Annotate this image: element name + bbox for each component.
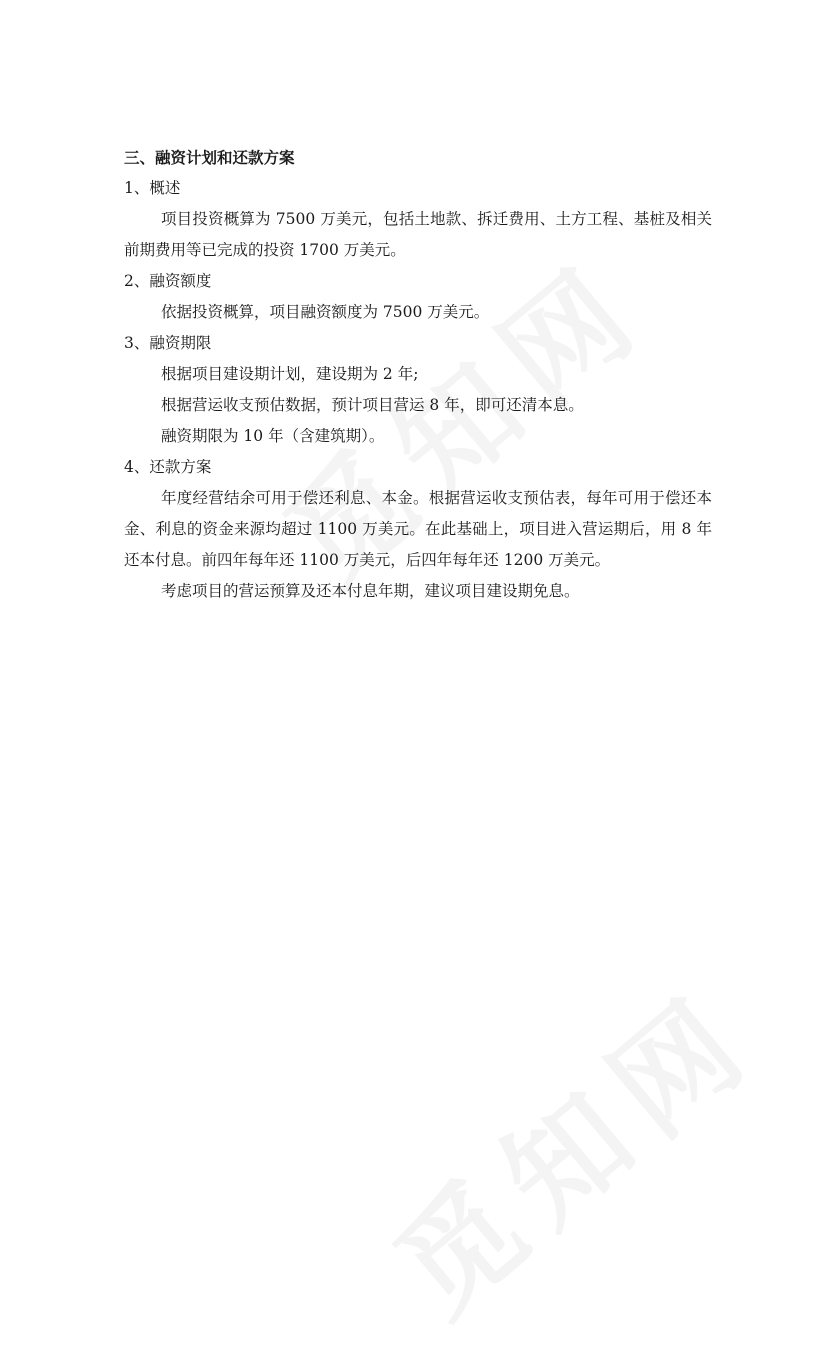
subsection-title-overview: 1、概述 xyxy=(124,179,181,197)
amount-paragraph: 依据投资概算，项目融资额度为 7500 万美元。 xyxy=(161,303,490,321)
term-line: 根据营运收支预估数据，预计项目营运 8 年，即可还清本息。 xyxy=(161,396,584,414)
section-title: 三、融资计划和还款方案 xyxy=(124,148,295,167)
subsection-title-amount: 2、融资额度 xyxy=(124,272,212,290)
overview-paragraph: 项目投资概算为 7500 万美元，包括土地款、拆迁费用、土方工程、基桩及相关前期费用等已完成的投资 1700 万美元。 xyxy=(124,210,712,259)
subsection-title-repayment: 4、还款方案 xyxy=(124,458,212,476)
term-line: 根据项目建设期计划，建设期为 2 年; xyxy=(161,365,419,383)
repayment-paragraph-2: 考虑项目的营运预算及还本付息年期，建议项目建设期免息。 xyxy=(161,582,580,600)
repayment-paragraph: 年度经营结余可用于偿还利息、本金。根据营运收支预估表，每年可用于偿还本金、利息的资金来源均超过 1100 万美元。在此基础上，项目进入营运期后，用 8 年还本付息。前四年每年还 1100 万美元，后四年每年还 1200 万美元。 xyxy=(124,489,712,569)
subsection-title-term: 3、融资期限 xyxy=(124,334,212,352)
watermark-text-bottom xyxy=(354,945,786,1347)
term-line: 融资期限为 10 年（含建筑期）。 xyxy=(161,427,385,445)
document-body xyxy=(124,142,724,607)
